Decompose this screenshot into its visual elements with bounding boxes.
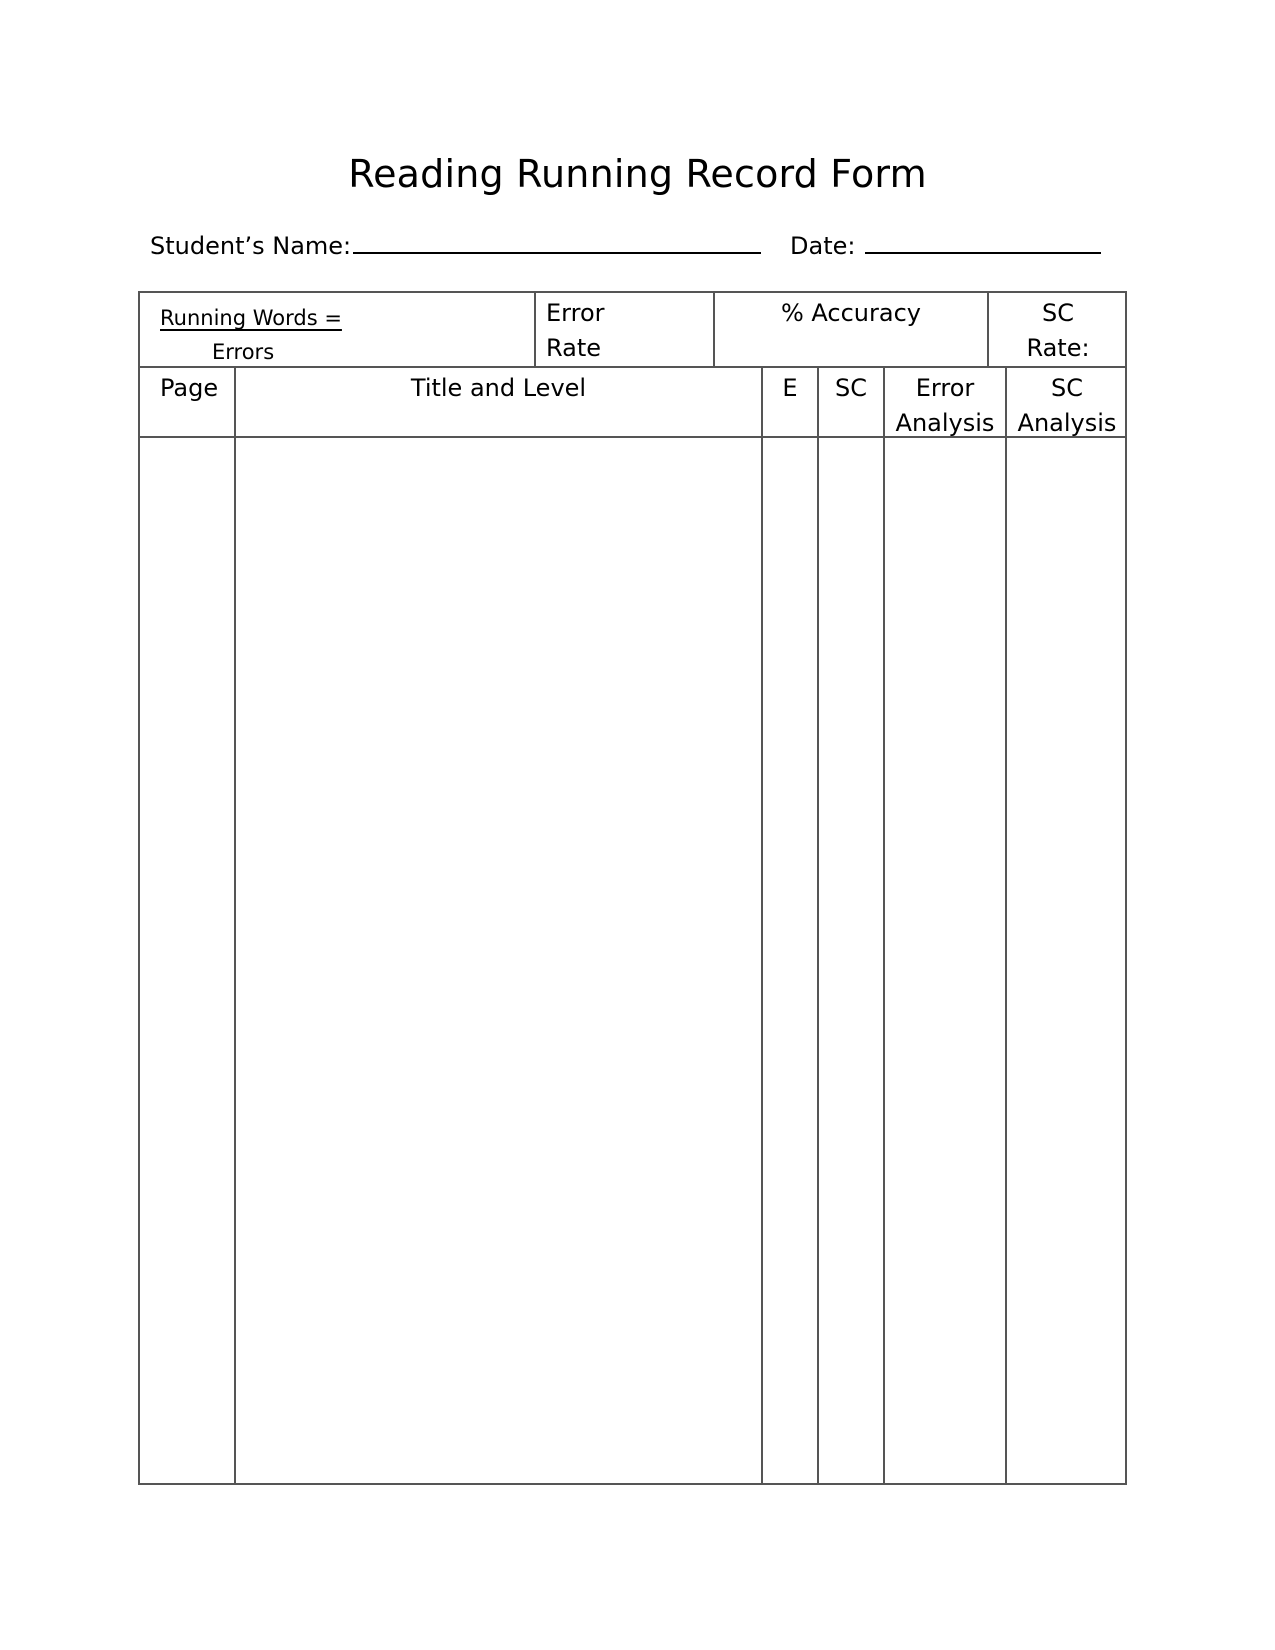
e-entry-area[interactable] (763, 438, 817, 1483)
column-header-sc-analysis (1007, 371, 1127, 441)
student-name-field[interactable] (150, 232, 761, 260)
student-name-blank-line[interactable] (353, 250, 761, 254)
column-header-title-and-level: Title and Level (410, 374, 587, 402)
sc-entry-area[interactable] (819, 438, 883, 1483)
date-field[interactable] (790, 232, 1101, 260)
sc-analysis-line-1: SC (1051, 374, 1083, 402)
error-rate-line-2: Rate (546, 334, 602, 362)
error-analysis-line-2: Analysis (895, 409, 995, 437)
running-words-label: Running Words = (160, 306, 342, 330)
column-header-error-analysis (885, 371, 1005, 441)
summary-divider-1 (534, 291, 536, 367)
sc-analysis-entry-area[interactable] (1007, 438, 1125, 1483)
title-and-level-entry-area[interactable] (236, 438, 761, 1483)
sc-rate-line-1: SC (1042, 299, 1074, 327)
column-header-page: Page (160, 374, 219, 402)
accuracy-label: % Accuracy (780, 299, 921, 327)
error-analysis-line-1: Error (915, 374, 975, 402)
sc-rate-label (989, 296, 1127, 366)
page-entry-area[interactable] (140, 438, 234, 1483)
errors-label: Errors (212, 340, 275, 364)
sc-analysis-line-2: Analysis (1017, 409, 1117, 437)
column-header-sc: SC (835, 374, 867, 402)
error-rate-line-1: Error (546, 299, 605, 327)
error-analysis-entry-area[interactable] (885, 438, 1005, 1483)
column-header-e: E (782, 374, 798, 402)
page-title: Reading Running Record Form (348, 152, 927, 196)
student-name-label: Student’s Name: (150, 232, 352, 260)
summary-row-divider (138, 366, 1127, 368)
sc-rate-line-2: Rate: (1026, 334, 1090, 362)
date-blank-line[interactable] (865, 250, 1101, 254)
date-label: Date: (790, 232, 856, 260)
error-rate-label (546, 296, 605, 366)
